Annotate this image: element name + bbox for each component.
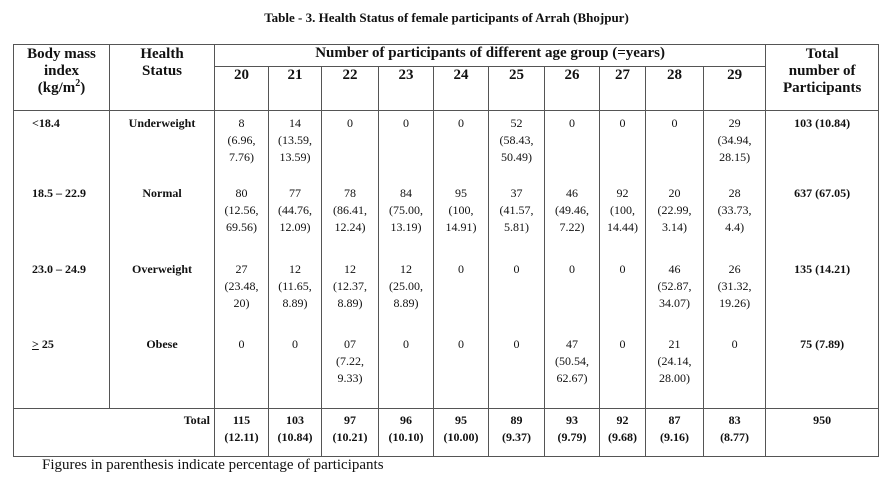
- table-row: [14, 257, 879, 332]
- percentage-value: (24.14,: [657, 353, 692, 368]
- percentage-value: (22.99,: [657, 202, 692, 217]
- table-row: [14, 111, 879, 181]
- percentage-value: 12.09): [279, 219, 311, 234]
- percentage-value: (52.87,: [657, 278, 692, 293]
- count-value: 0: [569, 116, 575, 130]
- count-value: 46: [566, 185, 578, 200]
- participant-count-cell: [215, 181, 269, 257]
- participant-count-cell: [489, 257, 545, 332]
- row-total: 135 (14.21): [766, 257, 879, 332]
- percentage-value: 62.67): [556, 370, 588, 385]
- age-header: 27: [600, 67, 646, 111]
- total-participants-header: Total number of Participants: [766, 45, 879, 111]
- age-header: 24: [434, 67, 489, 111]
- count-value: 52: [510, 116, 523, 130]
- age-total-cell: [379, 409, 434, 457]
- percentage-value: (34.94,: [717, 133, 752, 147]
- participant-count-cell: [269, 257, 322, 332]
- total-percentage: (9.37): [502, 430, 531, 444]
- participant-count-cell: [545, 332, 600, 409]
- percentage-value: (7.22,: [336, 353, 364, 368]
- participant-count-cell: [646, 181, 704, 257]
- participant-count-cell: [704, 332, 766, 409]
- count-value: 0: [513, 336, 520, 351]
- age-header: 21: [269, 67, 322, 111]
- age-total-cell: [269, 409, 322, 457]
- count-value: 14: [289, 116, 301, 130]
- count-value: 20: [668, 185, 681, 200]
- count-value: 0: [403, 336, 409, 351]
- count-value: 28: [728, 185, 741, 200]
- grand-total: 950: [766, 409, 879, 457]
- percentage-value: 28.00): [659, 370, 690, 385]
- percentage-value: 7.76): [229, 150, 254, 164]
- percentage-value: 14.44): [607, 219, 638, 234]
- participant-count-cell: [600, 257, 646, 332]
- participant-count-cell: [215, 332, 269, 409]
- count-value: 80: [235, 185, 248, 200]
- total-percentage: (9.16): [660, 430, 689, 444]
- age-header: 28: [646, 67, 704, 111]
- count-value: 0: [458, 116, 464, 130]
- total-percentage: (10.21): [332, 430, 368, 444]
- participant-count-cell: [489, 111, 545, 181]
- total-percentage: (12.11): [224, 430, 259, 444]
- percentage-value: 13.59): [279, 150, 311, 164]
- percentage-value: 19.26): [719, 295, 751, 310]
- health-status-table: [13, 44, 879, 457]
- percentage-value: (86.41,: [333, 202, 367, 217]
- count-value: 0: [513, 261, 520, 276]
- participant-count-cell: [434, 257, 489, 332]
- health-status: Underweight: [110, 111, 215, 181]
- participant-count-cell: [215, 111, 269, 181]
- percentage-value: 50.49): [501, 150, 532, 164]
- participant-count-cell: [545, 111, 600, 181]
- participant-count-cell: [269, 181, 322, 257]
- count-value: 0: [619, 261, 626, 276]
- count-value: 0: [238, 336, 245, 351]
- percentage-value: 14.91): [445, 219, 477, 234]
- percentage-value: 28.15): [719, 150, 751, 164]
- participant-count-cell: [269, 332, 322, 409]
- table-row: [14, 181, 879, 257]
- count-value: 92: [616, 185, 629, 200]
- percentage-value: (23.48,: [224, 278, 259, 293]
- footnote: Figures in parenthesis indicate percentage of participants: [42, 457, 384, 473]
- participant-count-cell: [434, 332, 489, 409]
- participant-count-cell: [322, 181, 379, 257]
- participant-count-cell: [545, 181, 600, 257]
- count-value: 07: [344, 336, 356, 351]
- count-value: 37: [510, 185, 523, 200]
- percentage-value: (12.37,: [333, 278, 367, 293]
- percentage-value: (100,: [610, 202, 635, 217]
- count-value: 0: [731, 336, 738, 351]
- percentage-value: (12.56,: [224, 202, 259, 217]
- participant-count-cell: [646, 332, 704, 409]
- age-header: 25: [489, 67, 545, 111]
- count-value: 29: [728, 116, 741, 130]
- total-count: 92: [616, 413, 629, 427]
- percentage-value: 8.89): [393, 295, 419, 310]
- participant-count-cell: [704, 181, 766, 257]
- percentage-value: (49.46,: [555, 202, 589, 217]
- count-value: 95: [455, 185, 467, 200]
- age-header: 29: [704, 67, 766, 111]
- count-value: 0: [347, 116, 353, 130]
- participant-count-cell: [215, 257, 269, 332]
- table-row: [14, 332, 879, 409]
- total-label: Total: [14, 409, 215, 457]
- percentage-value: 12.24): [334, 219, 366, 234]
- percentage-value: (31.32,: [717, 278, 752, 293]
- percentage-value: 3.14): [662, 219, 687, 234]
- bmi-range: <18.4: [14, 111, 110, 181]
- percentage-value: (6.96,: [227, 133, 256, 147]
- participant-count-cell: [600, 332, 646, 409]
- age-total-cell: [704, 409, 766, 457]
- total-percentage: (9.79): [557, 430, 587, 444]
- percentage-value: (33.73,: [717, 202, 752, 217]
- count-value: 8: [238, 116, 245, 130]
- count-value: 12: [400, 261, 412, 276]
- percentage-value: 5.81): [504, 219, 529, 234]
- count-value: 47: [566, 336, 578, 351]
- age-total-cell: [489, 409, 545, 457]
- row-total: 75 (7.89): [766, 332, 879, 409]
- percentage-value: 20): [233, 295, 250, 310]
- count-value: 12: [344, 261, 356, 276]
- bmi-value: 25: [38, 336, 54, 351]
- count-value: 84: [400, 185, 412, 200]
- total-percentage: (10.10): [388, 430, 424, 444]
- age-total-cell: [322, 409, 379, 457]
- total-percentage: (10.00): [443, 430, 479, 444]
- count-value: 78: [344, 185, 356, 200]
- total-count: 103: [286, 413, 304, 427]
- percentage-value: 7.22): [559, 219, 585, 234]
- total-percentage: (9.68): [608, 430, 637, 444]
- row-total: 103 (10.84): [766, 111, 879, 181]
- health-status: Normal: [110, 181, 215, 257]
- count-value: 0: [671, 116, 678, 130]
- total-count: 115: [232, 413, 251, 427]
- totals-row: [14, 409, 879, 457]
- count-value: 0: [292, 336, 298, 351]
- percentage-value: (41.57,: [499, 202, 534, 217]
- age-header: 26: [545, 67, 600, 111]
- age-header: 20: [215, 67, 269, 111]
- total-count: 83: [728, 413, 741, 427]
- age-total-cell: [646, 409, 704, 457]
- age-total-cell: [215, 409, 269, 457]
- count-value: 77: [289, 185, 301, 200]
- participant-count-cell: [434, 111, 489, 181]
- participant-count-cell: [600, 111, 646, 181]
- percentage-value: (13.59,: [278, 133, 312, 147]
- participant-count-cell: [322, 111, 379, 181]
- participant-count-cell: [379, 257, 434, 332]
- bmi-range: 18.5 – 22.9: [14, 181, 110, 257]
- participant-count-cell: [545, 257, 600, 332]
- percentage-value: (58.43,: [499, 133, 534, 147]
- percentage-value: (11.65,: [278, 278, 312, 293]
- total-count: 97: [344, 413, 356, 427]
- count-value: 0: [403, 116, 409, 130]
- percentage-value: 13.19): [390, 219, 422, 234]
- participant-count-cell: [704, 111, 766, 181]
- participant-count-cell: [322, 332, 379, 409]
- total-count: 95: [455, 413, 467, 427]
- table-title: Table - 3. Health Status of female participants of Arrah (Bhojpur): [264, 10, 629, 25]
- participant-count-cell: [646, 111, 704, 181]
- count-value: 0: [569, 261, 575, 276]
- participant-count-cell: [646, 257, 704, 332]
- total-percentage: (8.77): [720, 430, 750, 444]
- greater-equal-symbol: >: [32, 336, 39, 351]
- percentage-value: 4.4): [725, 219, 745, 234]
- count-value: 26: [728, 261, 741, 276]
- count-value: 12: [289, 261, 301, 276]
- age-group-header: Number of participants of different age group (=years): [215, 45, 766, 67]
- age-total-cell: [434, 409, 489, 457]
- percentage-value: (50.54,: [555, 353, 589, 368]
- percentage-value: 8.89): [282, 295, 308, 310]
- percentage-value: (100,: [448, 202, 474, 217]
- bmi-header: Body mass index $(kg/m^2)$: [14, 45, 110, 111]
- participant-count-cell: [379, 111, 434, 181]
- count-value: 0: [458, 261, 464, 276]
- participant-count-cell: [379, 181, 434, 257]
- percentage-value: 9.33): [337, 370, 363, 385]
- age-header: 23: [379, 67, 434, 111]
- participant-count-cell: [704, 257, 766, 332]
- age-total-cell: [545, 409, 600, 457]
- percentage-value: (25.00,: [389, 278, 423, 293]
- total-percentage: (10.84): [277, 430, 313, 444]
- total-count: 89: [510, 413, 523, 427]
- count-value: 46: [668, 261, 681, 276]
- percentage-value: (75.00,: [389, 202, 423, 217]
- participant-count-cell: [434, 181, 489, 257]
- percentage-value: (44.76,: [278, 202, 312, 217]
- row-total: 637 (67.05): [766, 181, 879, 257]
- bmi-range: 23.0 – 24.9: [14, 257, 110, 332]
- participant-count-cell: [322, 257, 379, 332]
- count-value: 21: [668, 336, 681, 351]
- count-value: 27: [235, 261, 248, 276]
- percentage-value: 34.07): [659, 295, 690, 310]
- age-header: 22: [322, 67, 379, 111]
- participant-count-cell: [379, 332, 434, 409]
- count-value: 0: [458, 336, 464, 351]
- participant-count-cell: [600, 181, 646, 257]
- health-status-header: Health Status: [110, 45, 215, 111]
- percentage-value: 8.89): [337, 295, 363, 310]
- age-total-cell: [600, 409, 646, 457]
- health-status: Overweight: [110, 257, 215, 332]
- participant-count-cell: [489, 332, 545, 409]
- bmi-range: [14, 332, 110, 409]
- count-value: 0: [619, 116, 626, 130]
- participant-count-cell: [489, 181, 545, 257]
- total-count: 93: [566, 413, 578, 427]
- total-count: 96: [400, 413, 412, 427]
- count-value: 0: [619, 336, 626, 351]
- total-count: 87: [668, 413, 681, 427]
- participant-count-cell: [269, 111, 322, 181]
- health-status: Obese: [110, 332, 215, 409]
- percentage-value: 69.56): [226, 219, 257, 234]
